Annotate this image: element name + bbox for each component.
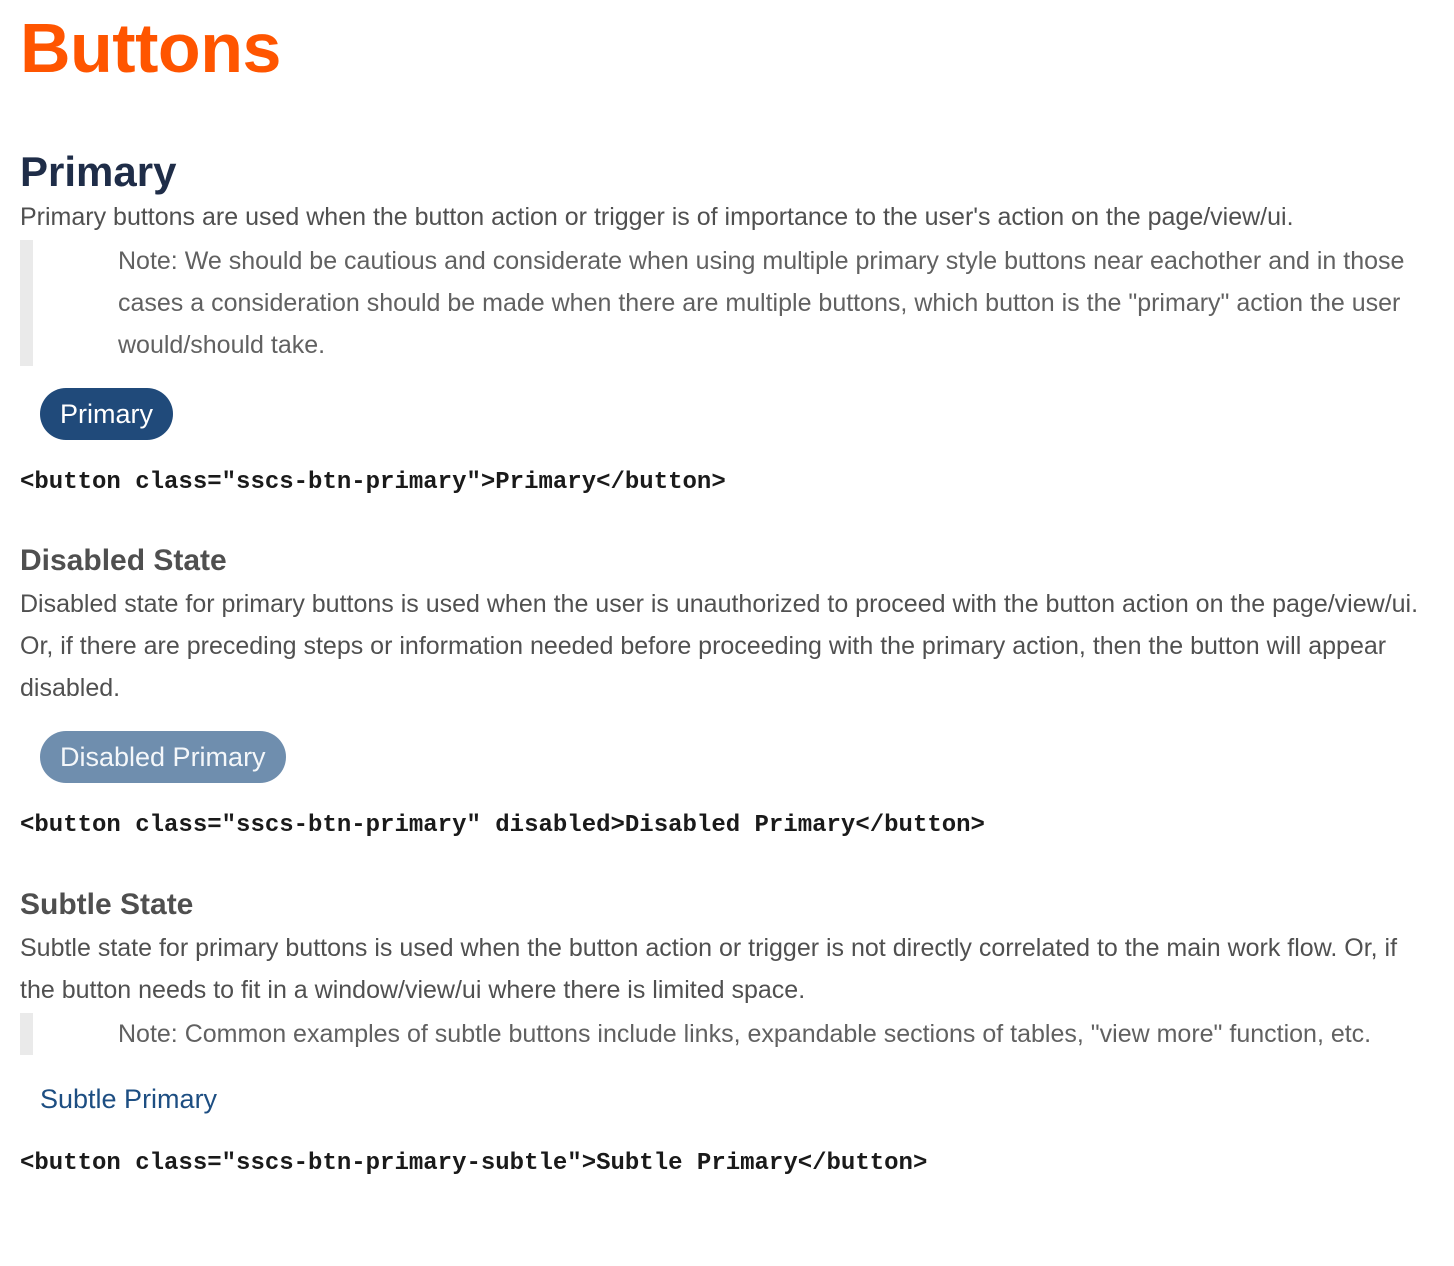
primary-heading: Primary (20, 148, 177, 195)
primary-description: Primary buttons are used when the button action or trigger is of importance to the user's action on the page/view/ui. (20, 203, 1294, 231)
subtle-button-example (20, 1081, 1434, 1117)
disabled-code-snippet: <button class="sscs-btn-primary" disabled>Disabled Primary</button> (20, 812, 985, 839)
primary-section (20, 146, 1434, 498)
primary-note: Note: We should be cautious and considerate when using multiple primary style buttons near eachother and in those cases a consideration should be made when there are multiple buttons, which button is the "primary" action the user would/should take. (20, 240, 1434, 366)
disabled-description: Disabled state for primary buttons is used when the user is unauthorized to proceed with the button action on the page/view/ui. Or, if there are preceding steps or information needed before proceeding with the primary action, then the button will appear disabled. (20, 590, 1419, 702)
disabled-heading: Disabled State (20, 544, 227, 577)
primary-button-example (20, 388, 1434, 440)
subtle-code-snippet: <button class="sscs-btn-primary-subtle">Subtle Primary</button> (20, 1150, 928, 1177)
primary-button[interactable]: Primary (40, 388, 173, 440)
subtle-section (20, 887, 1434, 1179)
subtle-description: Subtle state for primary buttons is used when the button action or trigger is not directly correlated to the main work flow. Or, if the button needs to fit in a window/view/ui where there is limited space. (20, 934, 1398, 1004)
disabled-button-example (20, 731, 1434, 783)
subtle-heading: Subtle State (20, 888, 194, 921)
page-title: Buttons (20, 9, 281, 87)
subtle-primary-button[interactable]: Subtle Primary (40, 1081, 217, 1117)
disabled-section (20, 543, 1434, 841)
subtle-note: Note: Common examples of subtle buttons include links, expandable sections of tables, "view more" function, etc. (20, 1013, 1434, 1055)
primary-code-snippet: <button class="sscs-btn-primary">Primary</button> (20, 469, 726, 496)
disabled-primary-button: Disabled Primary (40, 731, 286, 783)
